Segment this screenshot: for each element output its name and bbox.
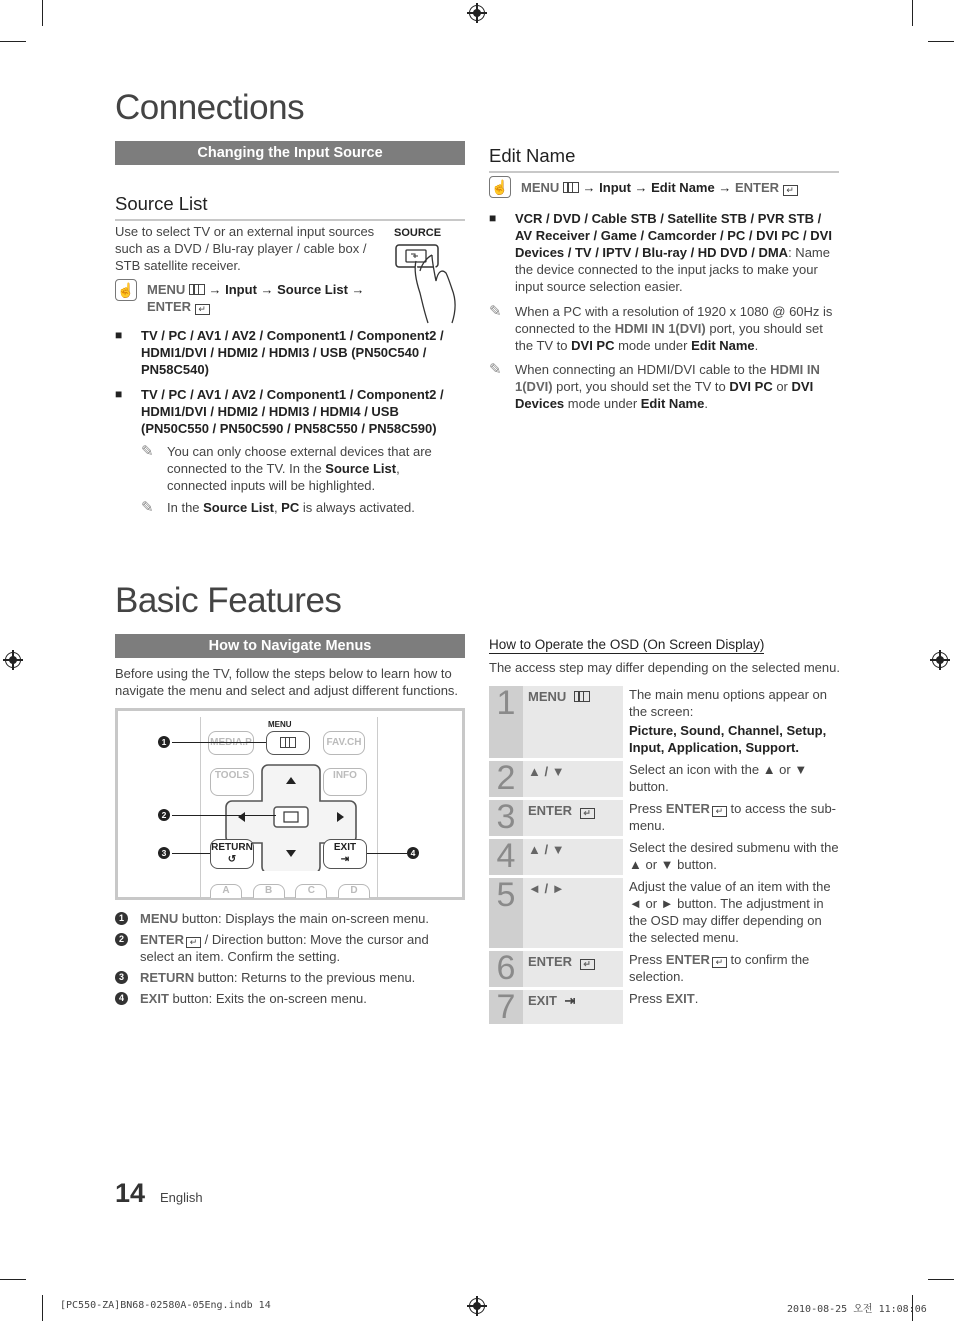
button-a: A <box>210 884 242 898</box>
table-row: 2 ▲ / ▼ Select an icon with the ▲ or ▼ button. <box>489 761 839 797</box>
edit-name-content <box>489 210 839 412</box>
button-d: D <box>338 884 370 898</box>
section-bar-navigate-menus: How to Navigate Menus <box>115 634 465 658</box>
file-info: [PC550-ZA]BN68-02580A-05Eng.indb 14 <box>60 1300 271 1311</box>
hand-pressing-icon <box>394 241 464 331</box>
enter-icon: ↵ <box>712 806 727 817</box>
exit-icon: ⇥ <box>564 993 576 1008</box>
registration-mark-icon <box>932 652 948 668</box>
table-row: 6 ENTER ↵ Press ENTER ↵ to confirm the selection. <box>489 951 839 987</box>
registration-mark-icon <box>5 652 21 668</box>
return-button: RETURN ↺ <box>210 839 254 869</box>
enter-icon: ↵ <box>580 808 595 819</box>
fav-ch-button: FAV.CH <box>323 731 365 755</box>
callout-line <box>367 853 407 854</box>
exit-button: EXIT ⇥ <box>323 839 367 869</box>
button-b: B <box>253 884 285 898</box>
list-item: ■ TV / PC / AV1 / AV2 / Component1 / Component2 / HDMI1/DVI / HDMI2 / HDMI3 / USB (PN50C540 / PN58C540) <box>115 328 444 377</box>
language-label: English <box>160 1190 203 1205</box>
note-hdmi-dvi: ✎ When connecting an HDMI/DVI cable to the HDMI IN 1(DVI) port, you should set the TV to DVI PC or DVI Devices mode under Edit Name. <box>489 361 820 411</box>
source-label: SOURCE <box>394 227 442 239</box>
source-list-menu-path <box>115 279 385 315</box>
info-button: INFO <box>323 768 367 796</box>
heading-edit-name: Edit Name <box>489 145 839 173</box>
pencil-note-icon: ✎ <box>141 499 154 516</box>
hand-menu-icon: ☝ <box>489 176 511 198</box>
osd-intro: The access step may differ depending on the selected menu. <box>489 660 840 675</box>
callout-badge-4: 4 <box>407 847 419 859</box>
table-row: 4 ▲ / ▼ Select the desired submenu with the ▲ or ▼ button. <box>489 839 839 875</box>
remote-illustration <box>115 708 465 900</box>
print-timestamp: 2010-08-25 오전 11:08:06 <box>787 1304 927 1315</box>
navigate-intro: Before using the TV, follow the steps below to learn how to navigate the menu and select and adjust different functions. <box>115 666 459 698</box>
remote-legend <box>115 910 465 1007</box>
crop-mark <box>42 1295 43 1321</box>
crop-mark <box>42 0 43 26</box>
crop-mark <box>912 0 913 26</box>
hand-menu-icon: ☝ <box>115 279 137 301</box>
menu-icon <box>280 737 296 748</box>
legend-item-enter: 2 ENTER ↵ / Direction button: Move the cursor and select an item. Confirm the setting. <box>115 931 465 965</box>
crop-mark <box>0 41 26 42</box>
list-item: ■ VCR / DVD / Cable STB / Satellite STB / PVR STB / AV Receiver / Game / Camcorder / PC / DVI PC / DVI Devices / TV / IPTV / Blu-ray / HD DVD / DMA: Name the device connected to the input jacks to make your input source selection easier. <box>489 211 832 294</box>
menu-label: MENU <box>268 720 292 729</box>
color-buttons <box>210 884 370 898</box>
button-c: C <box>295 884 327 898</box>
menu-icon <box>574 691 590 702</box>
menu-icon <box>189 284 205 295</box>
crop-mark <box>928 1279 954 1280</box>
source-list-bullets <box>115 327 460 516</box>
legend-item-exit: 4 EXIT button: Exits the on-screen menu. <box>115 990 465 1007</box>
page-title-connections: Connections <box>115 88 305 127</box>
table-row: 3 ENTER ↵ Press ENTER ↵ to access the sub-menu. <box>489 800 839 836</box>
pencil-note-icon: ✎ <box>141 443 154 460</box>
table-row: 5 ◄ / ► Adjust the value of an item with the ◄ or ► button. The adjustment in the OSD may differ depending on the selected menu. <box>489 878 839 948</box>
callout-badge-2: 2 <box>158 809 170 821</box>
enter-icon: ↵ <box>783 185 798 196</box>
pencil-note-icon: ✎ <box>489 303 502 320</box>
registration-mark-icon <box>469 1298 485 1314</box>
section-bar-changing-input: Changing the Input Source <box>115 141 465 165</box>
callout-line <box>172 742 266 743</box>
edit-name-menu-path: ☝ MENU → Input → Edit Name → ENTER ↵ <box>489 176 839 198</box>
crop-mark <box>0 1279 26 1280</box>
page-title-basic-features: Basic Features <box>115 581 342 620</box>
registration-mark-icon <box>469 5 485 21</box>
menu-icon <box>563 182 579 193</box>
menu-path-text: → Input → Source List → <box>204 282 365 297</box>
pencil-note-icon: ✎ <box>489 361 502 378</box>
callout-line <box>172 815 276 816</box>
osd-heading: How to Operate the OSD (On Screen Display) <box>489 637 765 652</box>
table-row: 7 EXIT ⇥ Press EXIT. <box>489 990 839 1024</box>
table-row: 1 MENU The main menu options appear on the screen: Picture, Sound, Channel, Setup, Input, Application, Support. <box>489 686 839 758</box>
enter-icon: ↵ <box>195 304 210 315</box>
menu-button <box>266 731 310 755</box>
note-pc-always: ✎ In the Source List, PC is always activated. <box>141 499 415 516</box>
list-item: ■ TV / PC / AV1 / AV2 / Component1 / Component2 / HDMI1/DVI / HDMI2 / HDMI3 / HDMI4 / USB (PN50C550 / PN50C590 / PN58C550 / PN58C590) <box>115 387 444 436</box>
enter-icon: ↵ <box>712 957 727 968</box>
enter-icon: ↵ <box>186 937 201 948</box>
note-external-devices: ✎ You can only choose external devices that are connected to the TV. In the Source List, connected inputs will be highlighted. <box>141 443 432 493</box>
callout-line <box>172 853 210 854</box>
legend-item-return: 3 RETURN button: Returns to the previous menu. <box>115 969 465 986</box>
enter-icon: ↵ <box>580 959 595 970</box>
callout-badge-1: 1 <box>158 736 170 748</box>
menu-word: MENU <box>147 282 186 297</box>
media-p-button <box>208 731 254 755</box>
callout-badge-3: 3 <box>158 847 170 859</box>
page-number: 14 <box>115 1178 146 1208</box>
enter-word: ENTER <box>147 299 192 314</box>
osd-table <box>489 683 839 1027</box>
tools-button: TOOLS <box>210 768 254 796</box>
legend-item-menu: 1 MENU button: Displays the main on-screen menu. <box>115 910 465 927</box>
source-list-intro: Use to select TV or an external input sources such as a DVD / Blu-ray player / cable box / STB satellite receiver. <box>115 224 375 273</box>
source-button-illustration <box>394 227 464 331</box>
note-pc-resolution: ✎ When a PC with a resolution of 1920 x 1080 @ 60Hz is connected to the HDMI IN 1(DVI) port, you should set the TV to DVI PC mode under Edit Name. <box>489 303 833 353</box>
heading-source-list: Source List <box>115 193 465 221</box>
crop-mark <box>928 41 954 42</box>
